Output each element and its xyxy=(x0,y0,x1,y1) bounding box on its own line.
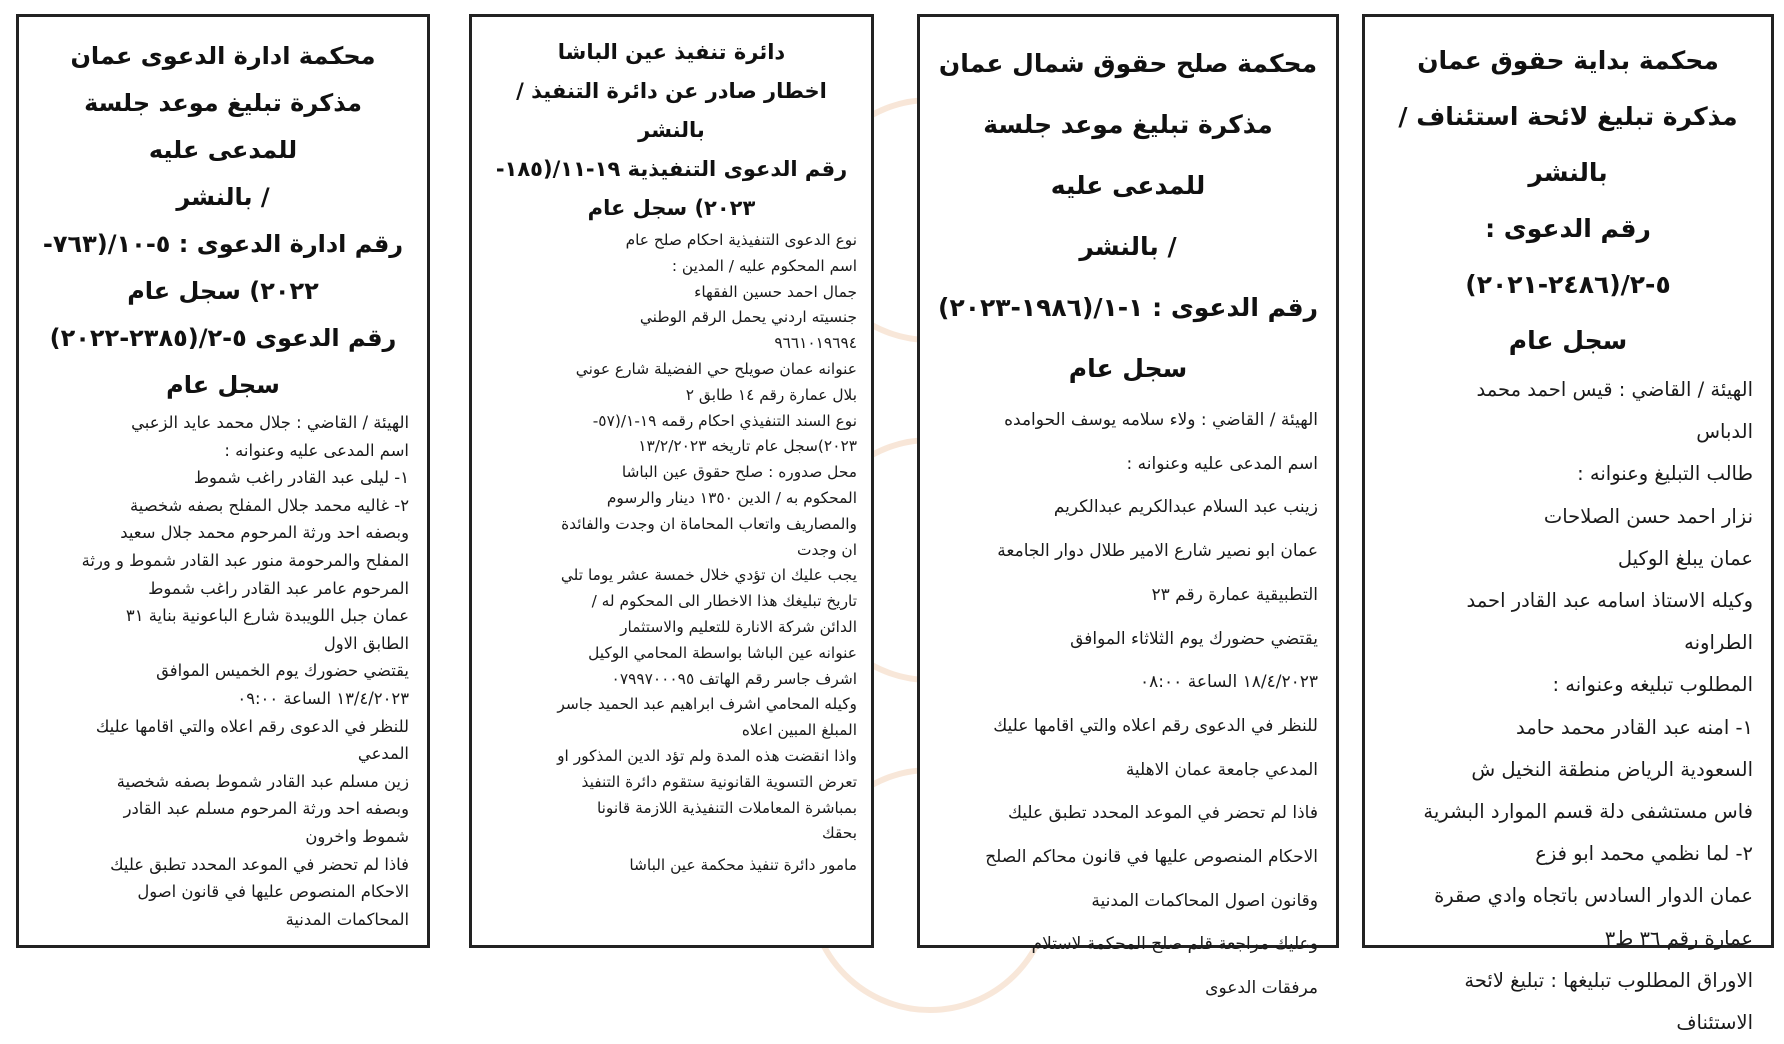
body-line: بلال عمارة رقم ١٤ طابق ٢ xyxy=(685,385,857,404)
case-number: رقم الدعوى ٥-٢/(٢٣٨٥-٢٠٢٢) xyxy=(49,324,397,352)
body-line: عنوانه عين الباشا بواسطة المحامي الوكيل xyxy=(588,643,857,662)
body-line: ٩٦٦١٠١٩٦٩٤ xyxy=(774,334,857,353)
notice-title: اخطار صادر عن دائرة التنفيذ / بالنشر xyxy=(516,79,827,142)
notice-title: مذكرة تبليغ موعد جلسة للمدعى عليه xyxy=(983,110,1273,200)
case-number: رقم الدعوى : ٥-٢/(٢٤٨٦-٢٠٢١) xyxy=(1465,214,1671,299)
body-line: عمارة رقم ٣٦ ط٣ xyxy=(1604,926,1753,950)
case-number-cont: ٢٠٢٣) سجل عام xyxy=(587,196,756,220)
body-line: وقانون اصول المحاكمات المدنية xyxy=(1091,890,1318,911)
signature-line: مامور دائرة تنفيذ محكمة عين الباشا xyxy=(629,856,857,875)
notice-court-of-first-instance xyxy=(1362,14,1774,1035)
body-line: ٢- لما نظمي محمد ابو فزع xyxy=(1535,842,1753,866)
court-name: دائرة تنفيذ عين الباشا xyxy=(557,40,786,64)
body-line: المطلوب تبليغه وعنوانه : xyxy=(1552,673,1753,697)
body-line: السعودية الرياض منطقة النخيل ش xyxy=(1471,757,1753,781)
body-line: جنسيته اردني يحمل الرقم الوطني xyxy=(639,308,857,327)
body-line: تعرض التسوية القانونية ستقوم دائرة التنفيذ xyxy=(581,772,857,791)
body-line: الاوراق المطلوب تبليغها : تبليغ لائحة xyxy=(1464,968,1753,992)
body-line: زينب عبد السلام عبدالكريم عبدالكريم xyxy=(1053,497,1318,518)
body-line: للنظر في الدعوى رقم اعلاه والتي اقامها عليك xyxy=(95,716,409,736)
notice-body xyxy=(486,228,857,879)
notice-heading xyxy=(486,33,857,228)
body-line: عمان ابو نصير شارع الامير طلال دوار الجامعة xyxy=(997,541,1318,562)
body-line: مرفقات الدعوى xyxy=(1205,978,1318,999)
body-line: المبلغ المبين اعلاه xyxy=(741,721,857,740)
body-line: وعليك مراجعة قلم صلح المحكمة لاستلام xyxy=(1031,934,1318,955)
notice-case-management-court xyxy=(16,14,430,948)
body-line: المحكوم به / الدين ١٣٥٠ دينار والرسوم xyxy=(606,488,857,507)
body-line: المرحوم عامر عبد القادر راغب شموط xyxy=(148,578,409,598)
notice-ain-al-basha-execution xyxy=(469,14,874,948)
body-line: الطراونه xyxy=(1684,631,1753,655)
body-line: نزار احمد حسن الصلاحات xyxy=(1543,504,1753,528)
body-line: للنظر في الدعوى رقم اعلاه والتي اقامها عليك xyxy=(993,715,1318,736)
body-line: والمصاريف واتعاب المحاماة ان وجدت والفائدة xyxy=(561,514,857,533)
body-line: جمال احمد حسين الفقهاء xyxy=(694,282,857,301)
court-name: محكمة صلح حقوق شمال عمان xyxy=(938,49,1318,78)
body-line: محل صدوره : صلح حقوق عين الباشا xyxy=(621,463,857,482)
body-line: فاس مستشفى دلة قسم الموارد البشرية xyxy=(1423,800,1753,824)
body-line: ٢٠٢٣)سجل عام تاريخه ١٣/٢/٢٠٢٣ xyxy=(638,437,857,456)
notice-title: مذكرة تبليغ موعد جلسة للمدعى عليه xyxy=(84,89,362,164)
body-line: الاحكام المنصوص عليها في قانون محاكم الصلح xyxy=(985,847,1318,868)
notice-heading xyxy=(37,33,409,409)
case-number: رقم الدعوى التنفيذية ١٩-١١/(١٨٥- xyxy=(495,157,848,181)
body-line: المدعي جامعة عمان الاهلية xyxy=(1125,759,1318,780)
case-number: رقم الدعوى : ١-١/(١٩٨٦-٢٠٢٣) xyxy=(938,293,1318,322)
court-name: محكمة ادارة الدعوى عمان xyxy=(70,42,376,70)
register-type: سجل عام xyxy=(1508,326,1628,355)
body-line: ١٣/٤/٢٠٢٣ الساعة ٠٩:٠٠ xyxy=(237,688,409,708)
notice-body xyxy=(938,399,1318,1011)
register-type: سجل عام xyxy=(166,371,280,399)
body-line: فاذا لم تحضر في الموعد المحدد تطبق عليك xyxy=(110,854,409,874)
body-line: نوع الدعوى التنفيذية احكام صلح عام xyxy=(625,231,857,249)
notice-heading xyxy=(1383,33,1753,369)
body-line: الهيئة / القاضي : جلال محمد عايد الزعبي xyxy=(131,413,409,432)
body-line: الاحكام المنصوص عليها في قانون اصول xyxy=(137,882,409,902)
body-line: بحقك xyxy=(822,824,857,843)
body-line: الهيئة / القاضي : ولاء سلامه يوسف الحوامده xyxy=(1004,410,1318,430)
register-type: سجل عام xyxy=(1068,354,1188,383)
body-line: اشرف جاسر رقم الهاتف ٠٧٩٩٧٠٠٠٩٥ xyxy=(611,669,857,688)
case-management-number-cont: ٢٠٢٢) سجل عام xyxy=(127,277,319,305)
body-line: عمان الدوار السادس باتجاه وادي صقرة xyxy=(1434,884,1753,908)
body-line: المحاكمات المدنية xyxy=(285,909,409,929)
body-line: الهيئة / القاضي : قيس احمد محمد xyxy=(1476,378,1753,401)
notice-title-cont: / بالنشر xyxy=(176,183,270,211)
body-line: المدعي xyxy=(357,744,409,764)
notice-title-cont: / بالنشر xyxy=(1079,232,1177,261)
body-line: شموط واخرون xyxy=(305,826,409,846)
body-line: اسم المدعى عليه وعنوانه : xyxy=(224,440,409,460)
body-line: وكيله المحامي اشرف ابراهيم عبد الحميد جاسر xyxy=(557,695,857,714)
body-line: ١- امنه عبد القادر محمد حامد xyxy=(1516,715,1753,739)
body-line: الطابق الاول xyxy=(323,633,409,653)
body-line: طالب التبليغ وعنوانه : xyxy=(1577,462,1753,486)
notice-title: مذكرة تبليغ لائحة استئناف /بالنشر xyxy=(1398,102,1738,187)
body-line: عنوانه عمان صويلح حي الفضيلة شارع عوني xyxy=(575,359,857,378)
body-line: الاستئناف xyxy=(1676,1011,1753,1035)
body-line: ان وجدت xyxy=(797,540,857,559)
body-line: عمان جبل اللويبدة شارع الباعونية بناية ٣١ xyxy=(125,606,409,626)
body-line: ١٨/٤/٢٠٢٣ الساعة ٠٨:٠٠ xyxy=(1140,672,1318,693)
body-line: اسم المحكوم عليه / المدين : xyxy=(671,256,857,275)
body-line: ٢- غاليه محمد جلال المفلح بصفه شخصية xyxy=(130,495,409,515)
body-line: المفلح والمرحومة منور عبد القادر شموط و ورثة xyxy=(81,550,409,570)
body-line: وبصفه احد ورثة المرحوم مسلم عبد القادر xyxy=(123,799,409,819)
body-line: واذا انقضت هذه المدة ولم تؤد الدين المذكور او xyxy=(557,746,857,765)
body-line: وكيله الاستاذ اسامه عبد القادر احمد xyxy=(1466,589,1753,613)
body-line: ١- ليلى عبد القادر راغب شموط xyxy=(193,468,409,488)
body-line: اسم المدعى عليه وعنوانه : xyxy=(1126,453,1318,474)
body-line: عمان يبلغ الوكيل xyxy=(1617,546,1753,570)
court-name: محكمة بداية حقوق عمان xyxy=(1417,46,1719,75)
body-line: فاذا لم تحضر في الموعد المحدد تطبق عليك xyxy=(1007,803,1318,824)
notice-heading xyxy=(938,33,1318,399)
body-line: يقتضي حضورك يوم الخميس الموافق xyxy=(156,661,409,681)
notice-body xyxy=(1383,369,1753,1044)
body-line: التطبيقية عمارة رقم ٢٣ xyxy=(1151,584,1318,605)
body-line: الدائن شركة الانارة للتعليم والاستثمار xyxy=(620,617,857,636)
body-line: يقتضي حضورك يوم الثلاثاء الموافق xyxy=(1070,628,1318,649)
body-line: زين مسلم عبد القادر شموط بصفه شخصية xyxy=(116,771,409,791)
case-management-number: رقم ادارة الدعوى : ٥-١٠/(٧٦٣- xyxy=(42,230,404,258)
body-line: نوع السند التنفيذي احكام رقمه ١٩-١/(٥٧- xyxy=(592,411,857,430)
body-line: وبصفه احد ورثة المرحوم محمد جلال سعيد xyxy=(120,523,409,543)
body-line: بمباشرة المعاملات التنفيذية اللازمة قانونا xyxy=(596,798,857,817)
body-line: الدباس xyxy=(1696,420,1753,444)
body-line: يجب عليك ان تؤدي خلال خمسة عشر يوما تلي xyxy=(560,566,857,585)
notice-north-amman-magistrate xyxy=(917,14,1339,999)
body-line: تاريخ تبليغك هذا الاخطار الى المحكوم له / xyxy=(591,592,857,611)
notice-body xyxy=(37,409,409,933)
